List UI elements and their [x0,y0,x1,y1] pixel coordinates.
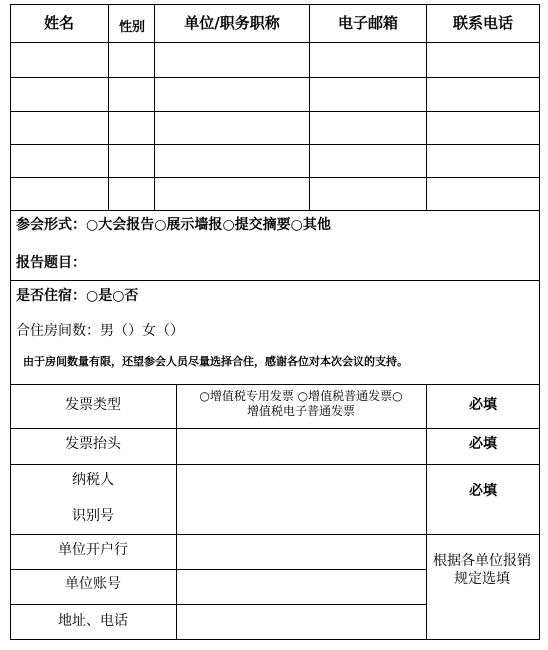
stay-line [16,289,138,303]
room-notice: 由于房间数量有限，还望参会人员尽量选择合住，感谢各位对本次会议的支持。 [23,355,408,368]
report-title-label: 报告题目： [16,255,86,271]
address-phone-label: 地址、电话 [58,613,128,629]
header-row-divider [10,42,540,43]
row-divider [10,534,540,535]
column-divider [154,4,155,210]
room-count-line: 合住房间数：男（）女（） [16,323,184,339]
invoice-type-options-line2[interactable]: 增值税电子普通发票 [246,404,355,418]
stay-option-no[interactable]: ○否 [112,288,139,304]
required-label: 必填 [469,436,497,452]
column-divider [426,384,427,640]
section-divider [10,280,540,281]
header-gender: 性别 [118,20,146,35]
attend-form-line [16,218,331,232]
header-phone: 联系电话 [452,14,514,32]
stay-option-yes[interactable]: ○是 [86,288,113,304]
column-divider [309,4,310,210]
required-label: 必填 [469,483,497,499]
column-divider [426,4,427,210]
attend-option-abstract[interactable]: ○提交摘要 [222,217,291,233]
row-divider [10,569,426,570]
stay-label: 是否住宿： [16,288,86,304]
column-divider [176,384,177,640]
invoice-title-label: 发票抬头 [65,436,121,452]
row-divider [10,177,540,178]
taxpayer-label-line1: 纳税人 [72,472,114,488]
row-divider [10,144,540,145]
attend-option-report[interactable]: ○大会报告 [86,217,155,233]
attend-option-other[interactable]: ○其他 [290,217,331,233]
attend-option-poster[interactable]: ○展示墙报 [154,217,223,233]
invoice-type-options [180,389,422,419]
row-divider [10,210,540,211]
row-divider [10,77,540,78]
required-label: 必填 [469,397,497,413]
invoice-type-label: 发票类型 [65,397,121,413]
row-divider [10,604,426,605]
bank-label: 单位开户行 [58,542,128,558]
row-divider [10,464,540,465]
optional-note: 根据各单位报销规定选填 [433,553,531,587]
taxpayer-label-line2: 识别号 [72,508,114,524]
header-unit-title: 单位/职务职称 [184,14,280,32]
row-divider [10,428,540,429]
invoice-type-options-line1[interactable]: ○增值税专用发票 ○增值税普通发票○ [199,389,403,403]
row-divider [10,111,540,112]
column-divider [108,4,109,210]
header-email: 电子邮箱 [337,14,399,32]
header-name: 姓名 [43,14,75,32]
account-label: 单位账号 [65,576,121,592]
attend-form-label: 参会形式： [16,217,86,233]
section-divider [10,384,540,385]
